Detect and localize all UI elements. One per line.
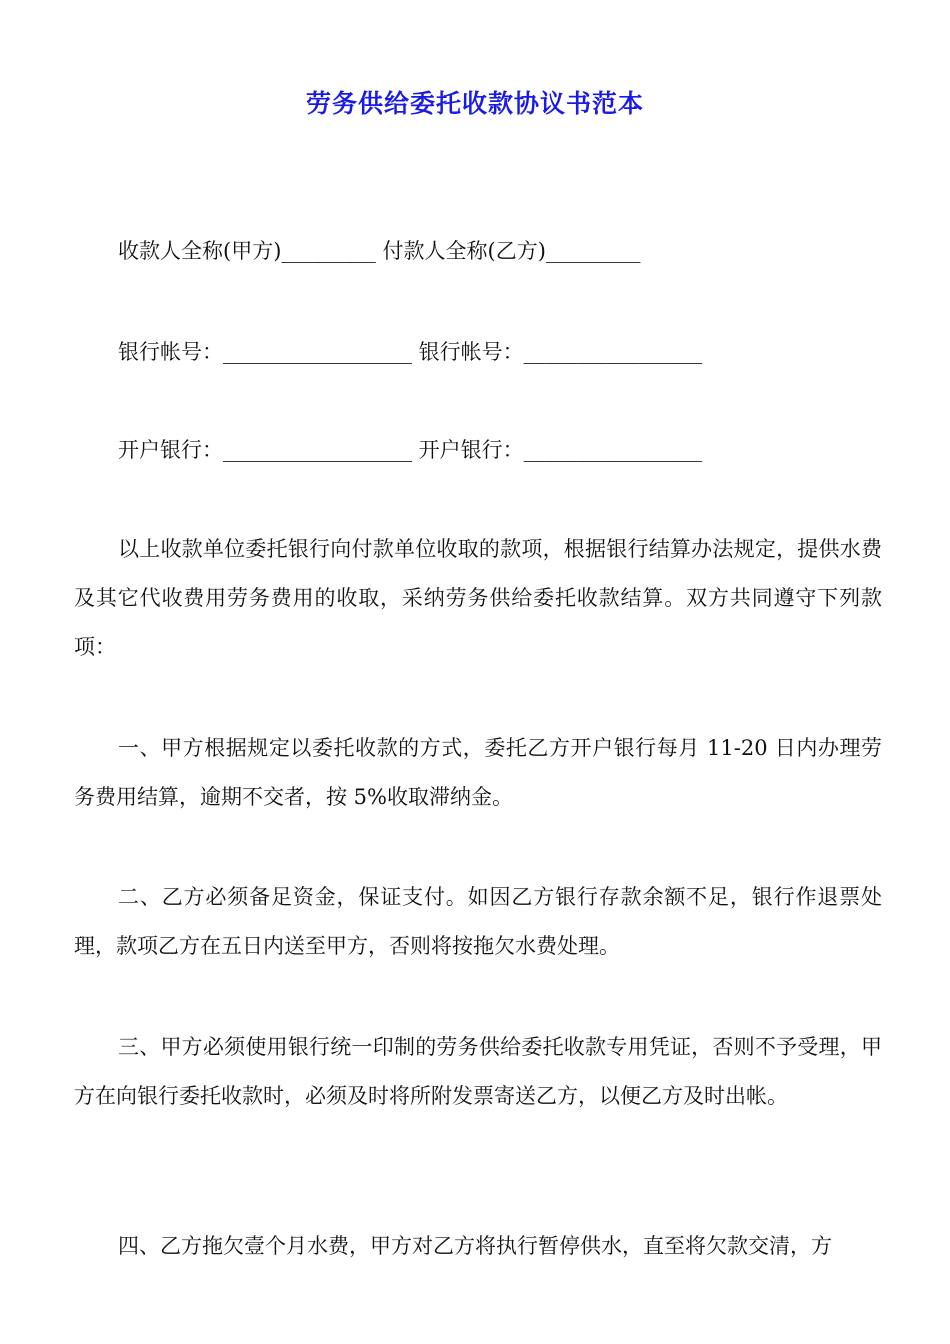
opening-bank-line: 开户银行：__________________ 开户银行：_________________ — [118, 438, 703, 462]
clause-3-paragraph: 三、甲方必须使用银行统一印制的劳务供给委托收款专用凭证，否则不予受理，甲方在向银行委托收款时，必须及时将所附发票寄送乙方，以便乙方及时出帐。 — [74, 1035, 882, 1108]
document-title: 劳务供给委托收款协议书范本 — [305, 89, 644, 118]
bank-account-line: 银行帐号：__________________ 银行帐号：_________________ — [118, 340, 703, 364]
payee-payer-name-line: 收款人全称(甲方)_________ 付款人全称(乙方)_________ — [118, 239, 641, 263]
clause-4-paragraph: 四、乙方拖欠壹个月水费，甲方对乙方将执行暂停供水，直至将欠款交清，方 — [118, 1234, 832, 1258]
clause-1-paragraph: 一、甲方根据规定以委托收款的方式，委托乙方开户银行每月 11-20 日内办理劳务费用结算，逾期不交者，按 5%收取滞纳金。 — [74, 736, 882, 809]
intro-paragraph: 以上收款单位委托银行向付款单位收取的款项，根据银行结算办法规定，提供水费及其它代收费用劳务费用的收取，采纳劳务供给委托收款结算。双方共同遵守下列款项： — [74, 537, 882, 659]
clause-2-paragraph: 二、乙方必须备足资金，保证支付。如因乙方银行存款余额不足，银行作退票处理，款项乙方在五日内送至甲方，否则将按拖欠水费处理。 — [74, 885, 882, 958]
